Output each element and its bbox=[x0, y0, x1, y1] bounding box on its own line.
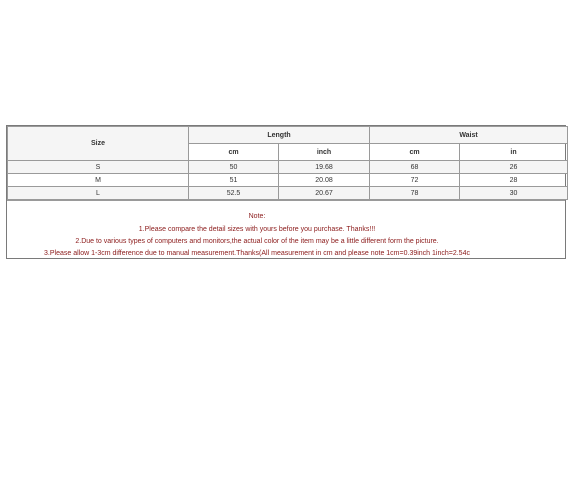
waist-cm-cell: 72 bbox=[370, 174, 460, 187]
length-group-header: Length bbox=[189, 127, 370, 144]
waist-inch-cell: 26 bbox=[460, 161, 568, 174]
size-cell: M bbox=[8, 174, 189, 187]
header-row-groups bbox=[8, 127, 568, 144]
notes-title: Note: bbox=[248, 213, 266, 220]
table-row bbox=[8, 187, 568, 200]
table-row bbox=[8, 174, 568, 187]
waist-cm-cell: 68 bbox=[370, 161, 460, 174]
length-cm-cell: 51 bbox=[189, 174, 279, 187]
size-cell: S bbox=[8, 161, 189, 174]
waist-cm-cell: 78 bbox=[370, 187, 460, 200]
size-chart bbox=[6, 125, 566, 259]
waist-group-header: Waist bbox=[370, 127, 568, 144]
size-header: Size bbox=[8, 127, 189, 161]
length-inch-header: inch bbox=[279, 144, 370, 161]
length-inch-cell: 20.67 bbox=[279, 187, 370, 200]
note-line-1: 1.Please compare the detail sizes with yours before you purchase. Thanks!!! bbox=[138, 226, 376, 233]
table-row bbox=[8, 161, 568, 174]
length-cm-header: cm bbox=[189, 144, 279, 161]
size-cell: L bbox=[8, 187, 189, 200]
waist-cm-header: cm bbox=[370, 144, 460, 161]
waist-inch-cell: 30 bbox=[460, 187, 568, 200]
length-inch-cell: 20.08 bbox=[279, 174, 370, 187]
length-cm-cell: 50 bbox=[189, 161, 279, 174]
notes-section bbox=[7, 200, 565, 258]
length-inch-cell: 19.68 bbox=[279, 161, 370, 174]
waist-inch-header: in bbox=[460, 144, 568, 161]
length-cm-cell: 52.5 bbox=[189, 187, 279, 200]
size-table bbox=[7, 126, 568, 200]
note-line-3: 3.Please allow 1-3cm difference due to manual measurement.Thanks(All measurement in cm and please note 1cm=0.39inch 1inch=2.54c bbox=[44, 250, 470, 257]
waist-inch-cell: 28 bbox=[460, 174, 568, 187]
note-line-2: 2.Due to various types of computers and monitors,the actual color of the item may be a little different form the picture. bbox=[75, 238, 439, 245]
